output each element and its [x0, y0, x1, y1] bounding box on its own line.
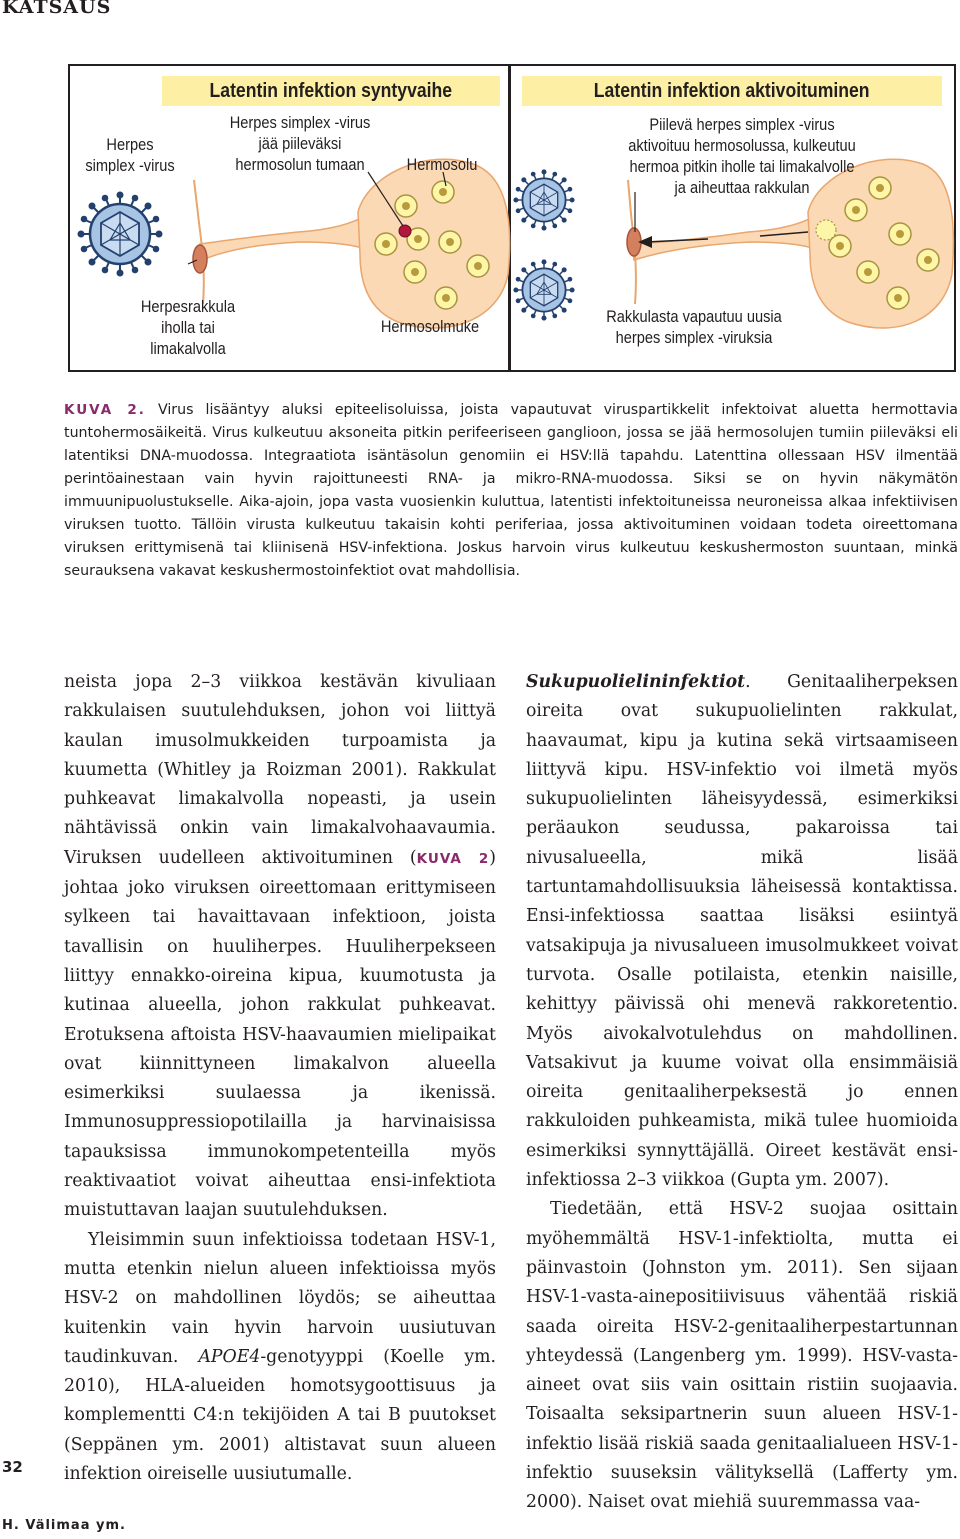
label-release: Rakkulasta vapautuu uusia herpes simplex -viruksia [606, 307, 782, 347]
figure-reference-link[interactable]: KUVA 2 [416, 850, 490, 867]
label-herpes-virus: Herpes simplex -virus [85, 135, 175, 175]
label-activation: Piilevä herpes simplex -virus aktivoituu hermosolussa, kulkeutuu hermoa pitkin iholle tai limakalvolle ja aiheuttaa rakkulan [628, 115, 856, 197]
label-latent-nucleus: Herpes simplex -virus jää piileväksi hermosolun tumaan [229, 113, 371, 174]
left-panel-title: Latentin infektion syntyvaihe [162, 76, 500, 106]
left-paragraph-2: Yleisimmin suun infektioissa todetaan HSV-1, mutta etenkin nielun alueen infektioissa myös HSV-2 on mahdollinen löydös; se aiheuttaa kuitenkin vain hyvin harvoin uusiutuvan taudinkuvan. APOE4-genotyyppi (Koelle ym. 2010), HLA-alueiden homotsygoottisuus ja komplementti C4:n tekijöiden A tai B puutokset (Seppänen ym. 2001) altistavat suun alueen infektion oireiselle uusiutumalle. [64, 1229, 496, 1485]
right-column [526, 668, 958, 1518]
label-nerve-fiber: Hermosolmuke [380, 317, 480, 336]
right-panel-title: Latentin infektion aktivoituminen [522, 76, 942, 106]
caption-label: KUVA 2. [64, 402, 146, 418]
running-author: H. Välimaa ym. [2, 1518, 126, 1533]
label-blister: Herpesrakkula iholla tai limakalvolla [140, 297, 236, 358]
left-column [64, 668, 496, 1489]
caption-text: Virus lisääntyy aluksi epiteelisoluissa, joista vapautuvat viruspartikkelit infektoivat aluetta hermottavia tuntohermosäikeitä. Virus kulkeutuu aksoneita pitkin perifeeriseen ganglioon, jossa se jää hermosolujen tumiin piileväksi eli latentiksi DNA-muodossa. Integraatiota isäntäsolun genomiin ei HSV:llä tapahdu. Latenttina ollessaan HSV ilmentää perintöainestaan vain hyvin rajoittuneesti RNA- ja mikro-RNA-muodossa. Siksi se on hyvin näkymätön immuunipuolustukselle. Aika-ajoin, jopa vasta vuosienkin kuluttua, latentisti infektoituneissa neuroneissa alkaa infektiivisen viruksen tuotto. Tällöin virusta kulkeutuu takaisin kohti periferiaa, jossa aktivoituminen voidaan todeta oireettomana viruksen erittymisenä tai kliinisenä HSV-infektiona. Joskus harvoin virus kulkeutuu keskushermoston suuntaan, minkä seurauksena vakavat keskushermostoinfektiot ovat mahdollisia. [64, 402, 958, 579]
section-label: KATSAUS [2, 0, 112, 18]
left-paragraph-1: neista jopa 2–3 viikkoa kestävän kivuliaan rakkulaisen suutulehduksen, johon voi liittyä kaulan imusolmukkeiden turpoamista ja kuumetta (Whitley ja Roizman 2001). Rakkulat puhkeavat limakalvolla nopeasti, ja usein nähtävissä onkin vain limakalvohaavaumia. Viruksen uudelleen aktivoituminen (KUVA 2) johtaa joko viruksen oireettomaan erittymiseen sylkeen tai havaittavaan infektioon, joista tavallisin on huuliherpes. Huuliherpekseen liittyy ennakko-oireina kipua, kuumotusta ja kutinaa alueella, johon rakkulat puhkeavat. Erotuksena aftoista HSV-haavaumien mielipaikat ovat kiinnittyneen limakalvon alueella esimerkiksi suulaessa ja ikenissä. Immunosuppressiopotilailla ja harvinaisissa tapauksissa immunokompetenteilla myös reaktivaatiot voivat aiheuttaa ensi-infektiota muistuttavan laajan suutulehduksen. [64, 672, 496, 1221]
gene-name: APOE4 [198, 1346, 261, 1367]
right-paragraph-2: Tiedetään, että HSV-2 suojaa osittain myöhemmältä HSV-1-infektiolta, mutta ei päinvastoin (Johnston ym. 2011). Sen sijaan HSV-1-vasta-ainepositiivisuus vähentää riskiä saada oireita HSV-2-genitaaliherpestartunnan yhteydessä (Langenberg ym. 1999). HSV-vasta-aineet ovat siis vain osittain ristiin suojaavia. Toisaalta seksipartnerin suun alueen HSV-1-infektio lisää riskiä saada genitaalialueen HSV-1-infektio suuseksin välityksellä (Lafferty ym. 2000). Naiset ovat miehiä suuremmassa vaa- [526, 1199, 958, 1513]
page-number: 32 [2, 1458, 23, 1476]
label-neuron: Hermosolu [406, 155, 478, 174]
subsection-heading: Sukupuolielininfektiot [526, 672, 746, 692]
right-paragraph-1: Sukupuolielininfektiot. Genitaaliherpeksen oireita ovat sukupuolielinten rakkulat, haavaumat, kipu ja kutina sekä virtsaamiseen liittyvä kipu. HSV-infektio voi ilmetä myös sukupuolielinten läheisyydessä, esimerkiksi peräaukon seudussa, pakaroissa tai nivusalueella, mikä lisää tartuntamahdollisuuksia läheisessä kontaktissa. Ensi-infektiossa saattaa lisäksi esiintyä vatsakipuja ja nivusalueen imusolmukkeet voivat turvota. Osalle potilaista, etenkin naisille, kehittyy päivissä ohi menevä rakkoretentio. Myös aivokalvotulehdus on mahdollinen. Vatsakivut ja kuume voivat olla ensimmäisiä oireita genitaaliherpeksestä jo ennen rakkuloiden puhkeamista, mikä tulee huomioida esimerkiksi synnyttäjällä. Oireet kestävät ensi-infektiossa 2–3 viikkoa (Gupta ym. 2007). [526, 672, 958, 1191]
figure-caption [64, 399, 958, 583]
